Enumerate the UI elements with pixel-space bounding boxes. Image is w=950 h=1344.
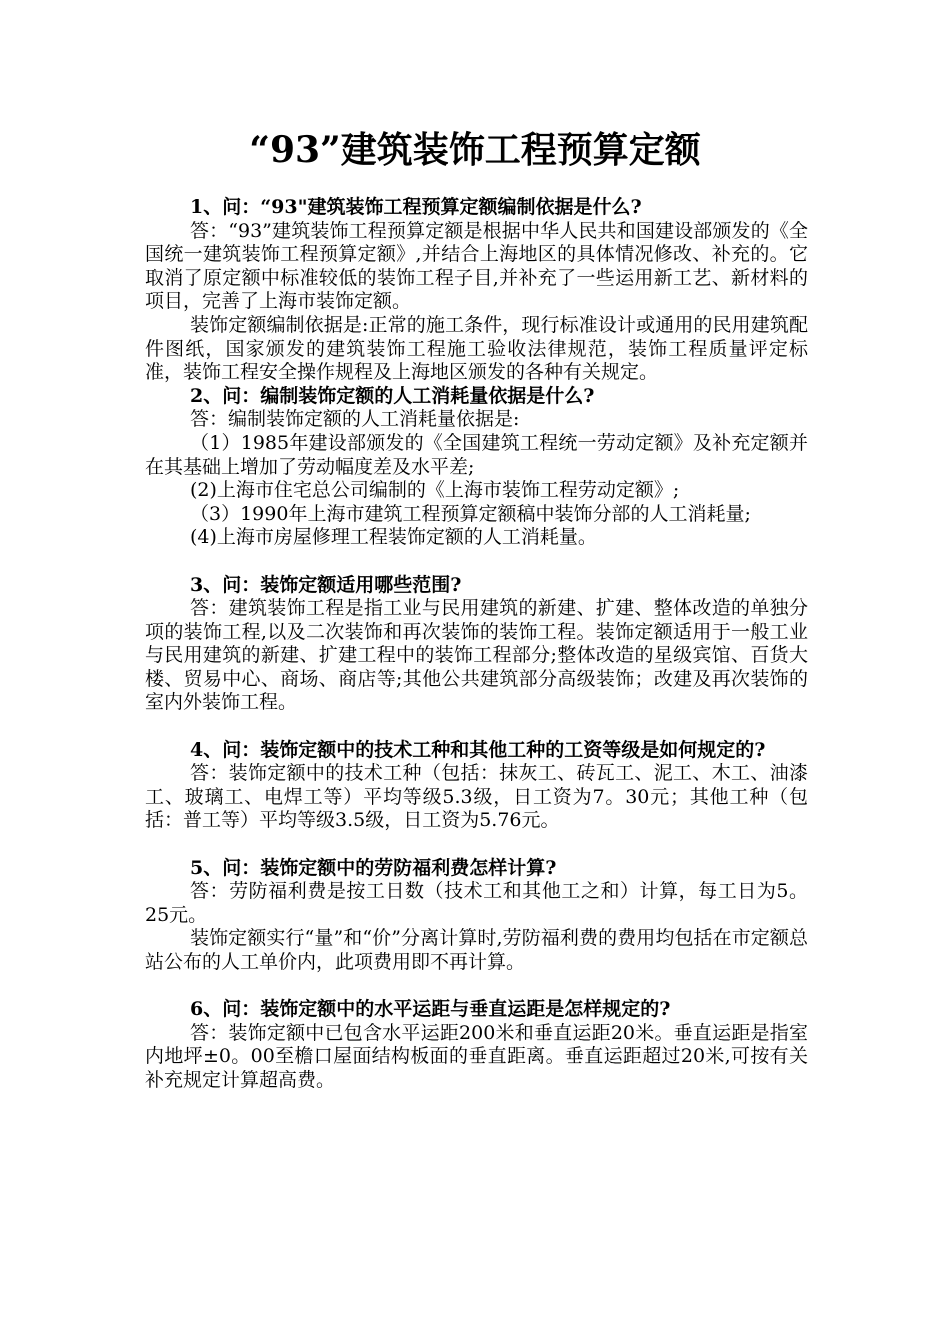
answer-2-item-2: (2)上海市住宅总公司编制的《上海市装饰工程劳动定额》; xyxy=(190,479,680,502)
question-2: 2、问：编制装饰定额的人工消耗量依据是什么? xyxy=(190,384,595,407)
answer-2-item-3: （3）1990年上海市建筑工程预算定额稿中装饰分部的人工消耗量; xyxy=(190,502,751,525)
document-body xyxy=(145,196,808,1093)
question-6: 6、问：装饰定额中的水平运距与垂直运距是怎样规定的? xyxy=(190,998,671,1021)
answer-3-paragraph-1: 答：建筑装饰工程是指工业与民用建筑的新建、扩建、整体改造的单独分项的装饰工程,以及二次装饰和再次装饰的装饰工程。装饰定额适用于一般工业与民用建筑的新建、扩建工程中的装饰工程部分;整体改造的星级宾馆、百货大楼、贸易中心、商场、商店等;其他公共建筑部分高级装饰；改建及再次装饰的室内外装饰工程。 xyxy=(145,597,808,714)
section-gap xyxy=(145,975,808,999)
answer-4-paragraph-1: 答：装饰定额中的技术工种（包括：抹灰工、砖瓦工、泥工、木工、油漆工、玻璃工、电焊工等）平均等级5.3级，日工资为7。30元；其他工种（包括：普工等）平均等级3.5级，日工资为5.76元。 xyxy=(145,762,808,832)
answer-2-paragraph-1: 答：编制装饰定额的人工消耗量依据是: xyxy=(190,408,520,431)
answer-2-item-1: （1）1985年建设部颁发的《全国建筑工程统一劳动定额》及补充定额并在其基础上增加了劳动幅度差及水平差; xyxy=(145,431,808,478)
question-4: 4、问：装饰定额中的技术工种和其他工种的工资等级是如何规定的? xyxy=(190,738,766,761)
question-3: 3、问：装饰定额适用哪些范围? xyxy=(190,573,462,596)
answer-6-paragraph-1: 答：装饰定额中已包含水平运距200米和垂直运距20米。垂直运距是指室内地坪±0。00至檐口屋面结构板面的垂直距离。垂直运距超过20米,可按有关补充规定计算超高费。 xyxy=(145,1021,808,1091)
section-gap xyxy=(145,550,808,574)
section-gap xyxy=(145,833,808,857)
document-title: “93”建筑装饰工程预算定额 xyxy=(249,129,701,171)
answer-5-paragraph-2: 装饰定额实行“量”和“价”分离计算时,劳防福利费的费用均包括在市定额总站公布的人工单价内，此项费用即不再计算。 xyxy=(145,927,808,973)
answer-5-paragraph-1: 答：劳防福利费是按工日数（技术工和其他工之和）计算，每工日为5。25元。 xyxy=(145,880,808,926)
question-1: 1、问：“93"建筑装饰工程预算定额编制依据是什么? xyxy=(190,196,642,218)
answer-2-item-4: (4)上海市房屋修理工程装饰定额的人工消耗量。 xyxy=(190,526,597,549)
answer-1-paragraph-1: 答：“93”建筑装饰工程预算定额是根据中华人民共和国建设部颁发的《全国统一建筑装饰工程预算定额》,并结合上海地区的具体情况修改、补充的。它取消了原定额中标准较低的装饰工程子目,并补充了一些运用新工艺、新材料的项目，完善了上海市装饰定额。 xyxy=(145,219,808,313)
question-5: 5、问：装饰定额中的劳防福利费怎样计算? xyxy=(190,856,557,879)
section-gap xyxy=(145,715,808,739)
answer-1-paragraph-2: 装饰定额编制依据是:正常的施工条件，现行标准设计或通用的民用建筑配件图纸，国家颁发的建筑装饰工程施工验收法律规范，装饰工程质量评定标准，装饰工程安全操作规程及上海地区颁发的各种有关规定。 xyxy=(145,313,808,384)
